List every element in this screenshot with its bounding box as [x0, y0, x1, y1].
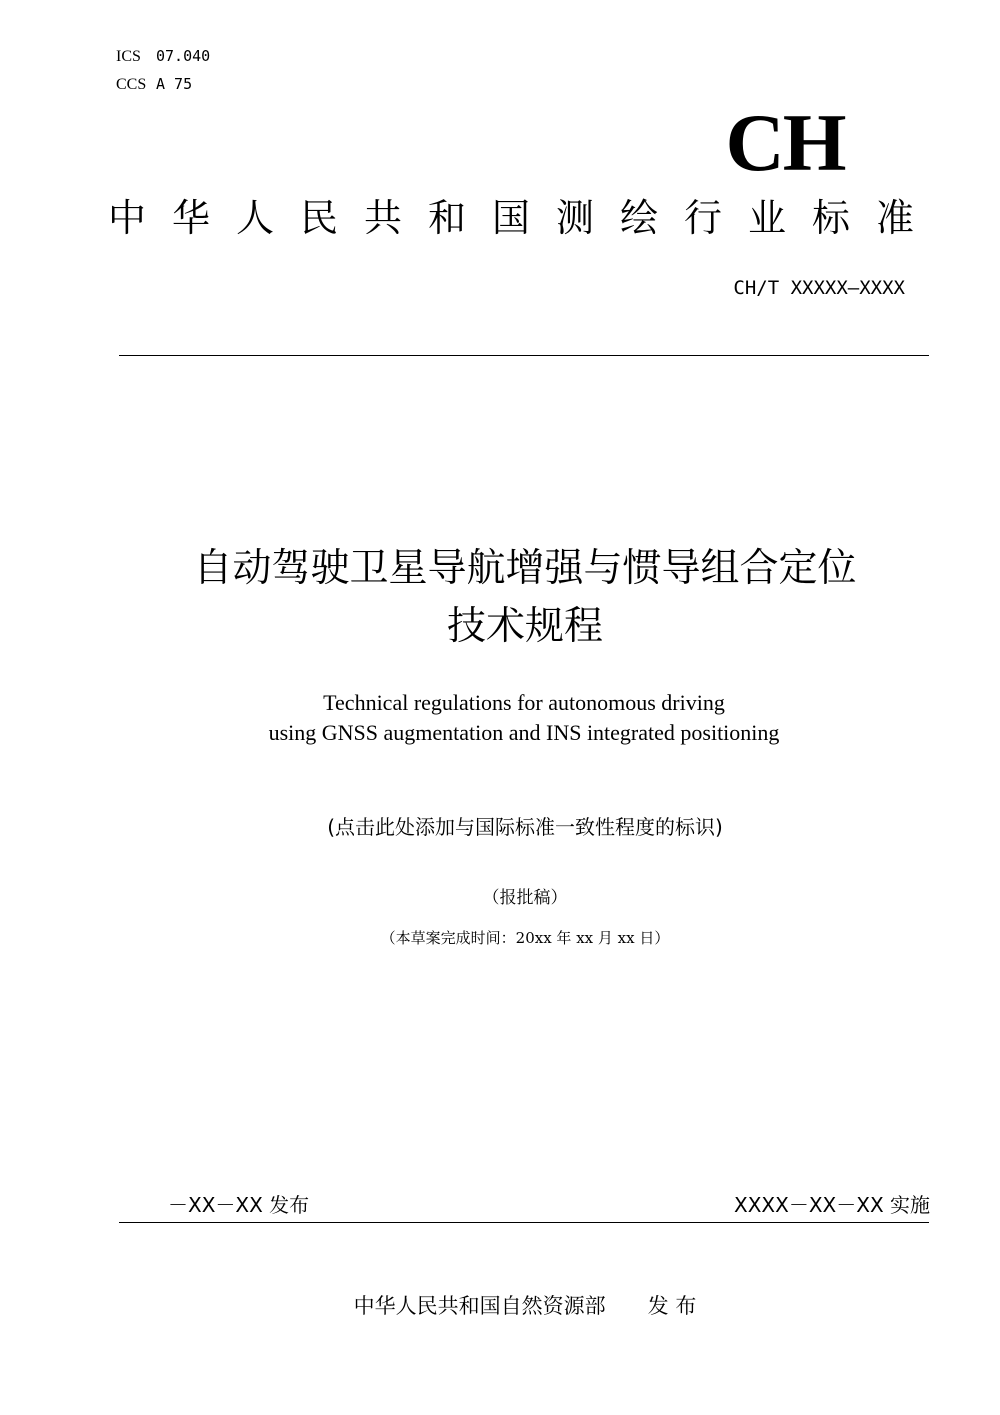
ccs-classification — [116, 74, 192, 94]
implement-date: XXXX－XX－XX 实施 — [734, 1193, 930, 1217]
footer-divider — [119, 1222, 929, 1223]
english-title-line-2: using GNSS augmentation and INS integrated positioning — [268, 720, 780, 745]
standard-category-title: 中华人民共和国测绘行业标准 — [108, 196, 941, 240]
english-title — [100, 688, 948, 748]
draft-completion-date: （本草案完成时间：20xx 年 xx 月 xx 日） — [380, 929, 670, 947]
ccs-code: A 75 — [156, 75, 193, 93]
consistency-note-field[interactable]: (点击此处添加与国际标准一致性程度的标识) — [327, 815, 723, 839]
english-title-line-1: Technical regulations for autonomous driving — [323, 690, 725, 715]
chinese-title-line-1: 自动驾驶卫星导航增强与惯导组合定位 — [193, 546, 857, 591]
ch-logo: CH — [725, 97, 845, 188]
draft-stage: （报批稿） — [482, 888, 568, 908]
ics-classification — [116, 46, 210, 66]
publish-date: －XX－XX 发布 — [168, 1193, 310, 1217]
issuing-authority: 中华人民共和国自然资源部 发 布 — [353, 1294, 697, 1318]
header-divider — [119, 355, 929, 356]
ics-label: ICS — [116, 48, 141, 65]
chinese-title — [100, 540, 950, 656]
chinese-title-line-2: 技术规程 — [446, 604, 603, 649]
ccs-label: CCS — [116, 76, 147, 93]
standard-number: CH/T XXXXX—XXXX — [733, 277, 905, 299]
ics-code: 07.040 — [156, 47, 211, 65]
